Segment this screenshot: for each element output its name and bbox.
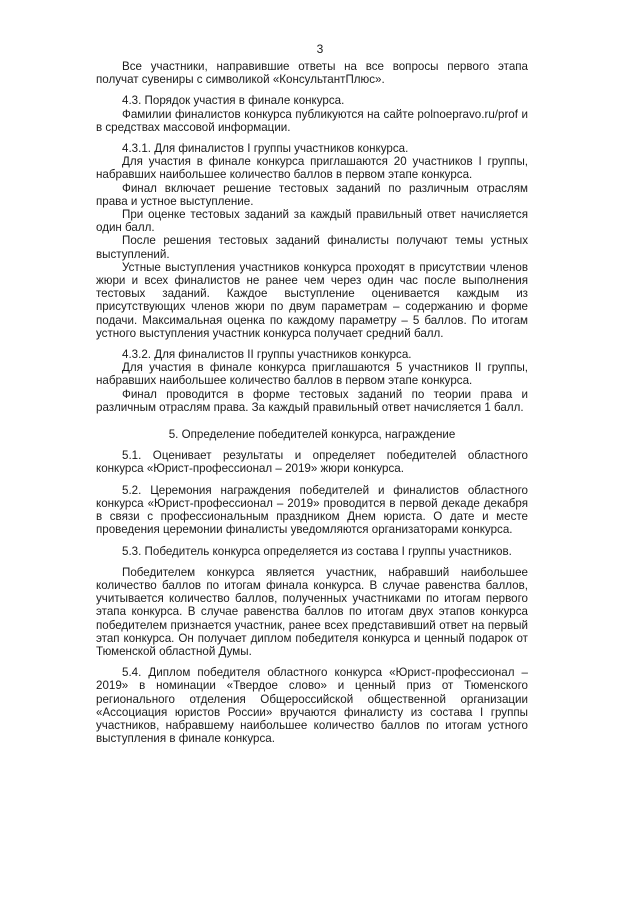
paragraph: Победителем конкурса является участник, набравший наибольшее количество баллов по итогам финала конкурса. В случае равенства баллов, учитывается количество баллов, полученных участниками по итогам первого этапа конкурса. В случае равенства баллов по итогам двух этапов конкурса победителем признается участник, ранее всех представивший ответ на первый этап конкурса. Он получает диплом победителя конкурса и ценный подарок от Тюменской областной Думы. <box>96 565 528 658</box>
subsection-heading: 4.3.1. Для финалистов I группы участников конкурса. <box>122 142 409 156</box>
paragraph: Финал включает решение тестовых заданий по различным отраслям права и устное выступление. <box>96 181 528 208</box>
paragraph: После решения тестовых заданий финалисты получают темы устных выступлений. <box>96 234 528 261</box>
paragraph: При оценке тестовых заданий за каждый правильный ответ начисляется один балл. <box>96 208 528 235</box>
paragraph: 5.4. Диплом победителя областного конкурса «Юрист-профессионал – 2019» в номинации «Твердое слово» и ценный приз от Тюменского регионального отделения Общероссийской общественной организации «Ассоциация юристов России» вручаются финалисту из состава I группы участников, набравшему наибольшее количество баллов по итогам устного выступления в финале конкурса. <box>96 666 528 746</box>
paragraph: Для участия в финале конкурса приглашаются 20 участников I группы, набравших наибольшее количество баллов в первом этапе конкурса. <box>96 155 528 182</box>
chapter-heading: 5. Определение победителей конкурса, награждение <box>168 428 456 442</box>
paragraph: Финал проводится в форме тестовых заданий по теории права и различным отраслям права. За каждый правильный ответ начисляется 1 балл. <box>96 387 528 414</box>
section-heading: 4.3. Порядок участия в финале конкурса. <box>122 94 345 108</box>
subsection-heading: 4.3.2. Для финалистов II группы участников конкурса. <box>122 348 412 362</box>
paragraph: Фамилии финалистов конкурса публикуются на сайте polnoepravo.ru/prof и в средствах массовой информации. <box>96 107 528 134</box>
paragraph: Для участия в финале конкурса приглашаются 5 участников II группы, набравших наибольшее количество баллов в первом этапе конкурса. <box>96 361 528 388</box>
paragraph: 5.2. Церемония награждения победителей и финалистов областного конкурса «Юрист-профессионал – 2019» проводится в первой декаде декабря в связи с профессиональным праздником Днем юриста. О дате и месте проведения церемонии финалисты уведомляются организаторами конкурса. <box>96 483 528 537</box>
paragraph: Все участники, направившие ответы на все вопросы первого этапа получат сувениры с символикой «КонсультантПлюс». <box>96 60 528 87</box>
paragraph: 5.1. Оценивает результаты и определяет победителей областного конкурса «Юрист-профессионал – 2019» жюри конкурса. <box>96 449 528 476</box>
paragraph: Устные выступления участников конкурса проходят в присутствии членов жюри и всех финалистов не ранее чем через один час после выполнения тестовых заданий. Каждое выступление оценивается каждым из присутствующих членов жюри по двум параметрам – содержанию и форме подачи. Максимальная оценка по каждому параметру – 5 баллов. По итогам устного выступления участник конкурса получает средний балл. <box>96 260 528 340</box>
paragraph: 5.3. Победитель конкурса определяется из состава I группы участников. <box>122 544 512 558</box>
document-body <box>96 60 528 745</box>
page-number: 3 <box>316 42 324 56</box>
